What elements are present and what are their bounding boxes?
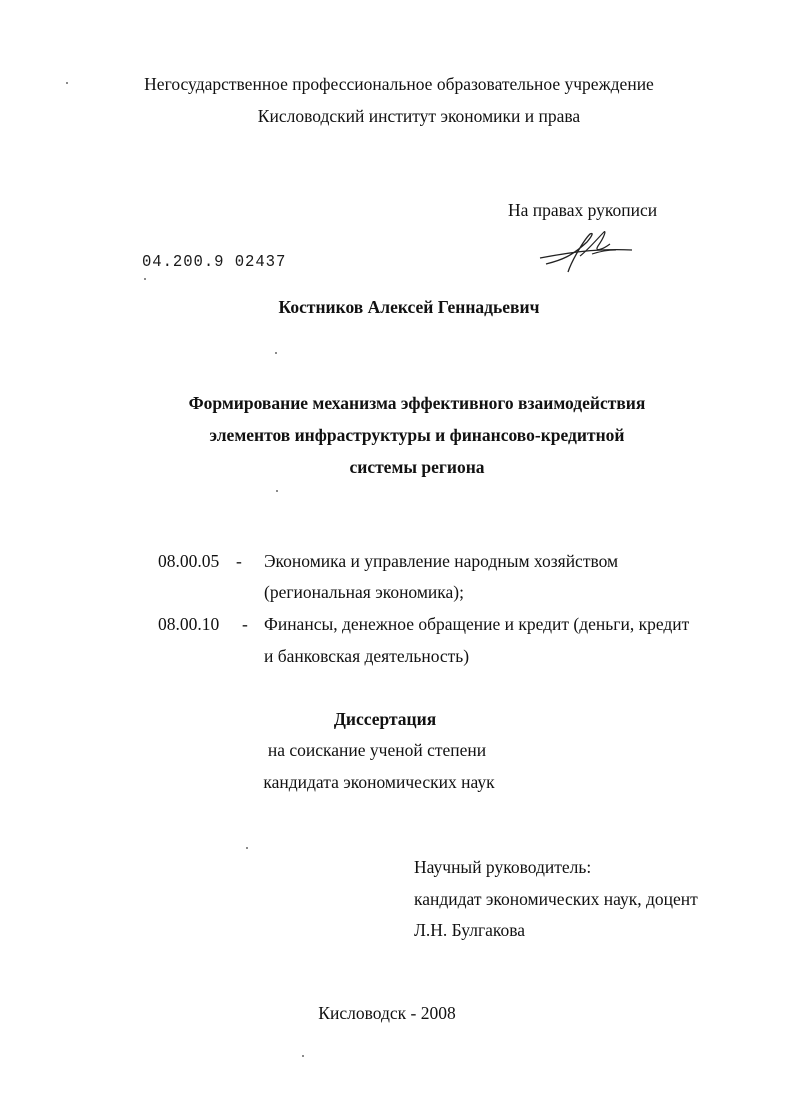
specialty-dash: -	[242, 614, 248, 634]
advisor-name: Л.Н. Булгакова	[414, 920, 526, 940]
advisor-position: кандидат экономических наук, доцент	[414, 889, 698, 909]
scan-speck	[246, 847, 248, 849]
manuscript-note: На правах рукописи	[508, 200, 658, 220]
title-line-1: Формирование механизма эффективного взаимодействия	[188, 393, 646, 413]
institution-line-1: Негосударственное профессиональное образовательное учреждение	[144, 74, 654, 94]
document-type: Диссертация	[333, 709, 437, 729]
city-year: Кисловодск - 2008	[318, 1003, 456, 1023]
scan-speck	[275, 352, 277, 354]
specialty-title: Финансы, денежное обращение и кредит (деньги, кредит	[264, 614, 690, 634]
institution-line-2: Кисловодский институт экономики и права	[257, 106, 581, 126]
author-name: Костников Алексей Геннадьевич	[278, 297, 540, 317]
scan-speck	[66, 82, 68, 84]
scan-speck	[302, 1055, 304, 1057]
scan-speck	[144, 278, 146, 280]
specialty-code: 08.00.05	[158, 551, 220, 571]
degree-line-2: кандидата экономических наук	[263, 772, 495, 792]
handwritten-signature	[532, 220, 642, 275]
specialty-subtitle: (региональная экономика);	[264, 582, 464, 602]
specialty-code: 08.00.10	[158, 614, 220, 634]
scan-speck	[276, 490, 278, 492]
specialty-dash: -	[236, 551, 242, 571]
specialty-subtitle: и банковская деятельность)	[264, 646, 470, 666]
specialty-title: Экономика и управление народным хозяйством	[264, 551, 619, 571]
archive-stamp-number: 04.200.9 02437	[142, 253, 287, 272]
title-line-2: элементов инфраструктуры и финансово-кредитной	[209, 425, 625, 445]
advisor-label: Научный руководитель:	[414, 857, 592, 877]
title-line-3: системы региона	[349, 457, 485, 477]
degree-line-1: на соискание ученой степени	[267, 740, 487, 760]
